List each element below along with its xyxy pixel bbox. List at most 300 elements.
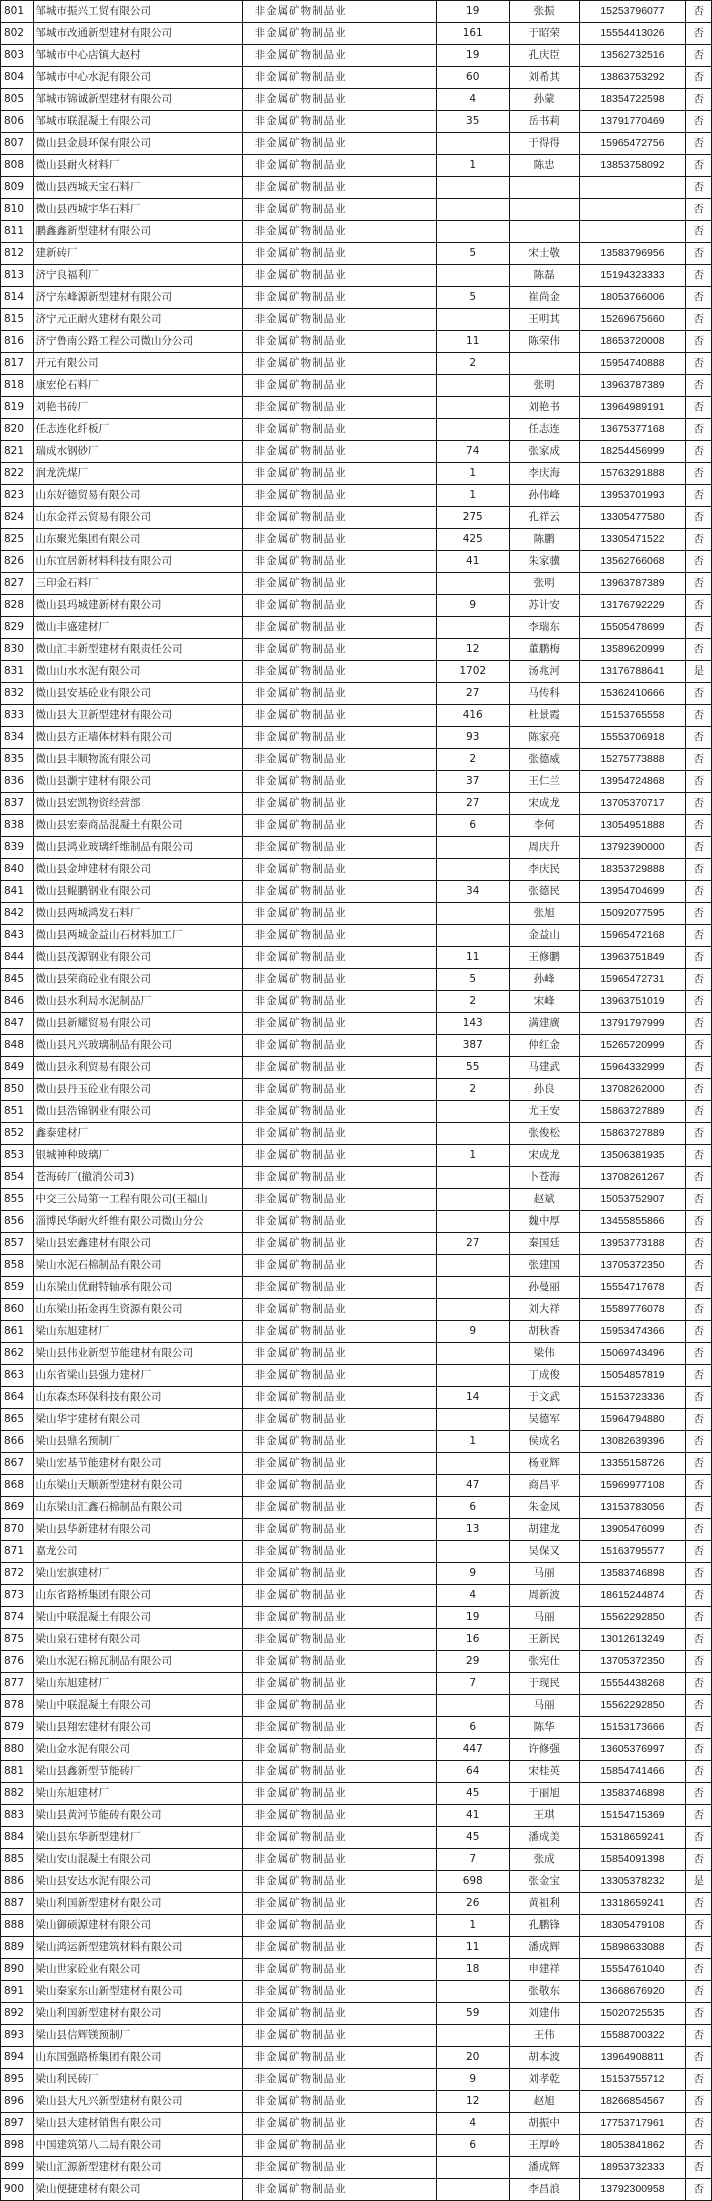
phone-number: 13954724868 [579, 771, 686, 793]
table-row [1, 551, 712, 573]
company-name: 梁山县安达水泥有限公司 [33, 1871, 242, 1893]
row-number: 821 [1, 441, 34, 463]
key-flag: 否 [686, 1541, 712, 1563]
contact-person: 尤王安 [509, 1101, 579, 1123]
key-flag: 否 [686, 2157, 712, 2179]
table-row [1, 243, 712, 265]
industry: 非金属矿物制品业 [242, 1321, 436, 1343]
company-name: 梁山县华新建材有限公司 [33, 1519, 242, 1541]
industry: 非金属矿物制品业 [242, 1651, 436, 1673]
row-number: 833 [1, 705, 34, 727]
phone-number: 15269675660 [579, 309, 686, 331]
phone-number: 13305471522 [579, 529, 686, 551]
table-row [1, 507, 712, 529]
row-number: 845 [1, 969, 34, 991]
industry: 非金属矿物制品业 [242, 1, 436, 23]
quantity [436, 925, 509, 947]
quantity: 161 [436, 23, 509, 45]
row-number: 889 [1, 1937, 34, 1959]
company-name: 中交三公局第一工程有限公司(王福山 [33, 1189, 242, 1211]
industry: 非金属矿物制品业 [242, 1013, 436, 1035]
contact-person: 王琪 [509, 1805, 579, 1827]
phone-number: 13905476099 [579, 1519, 686, 1541]
contact-person: 张宪仕 [509, 1651, 579, 1673]
quantity [436, 1211, 509, 1233]
contact-person: 胡振中 [509, 2113, 579, 2135]
key-flag: 是 [686, 1871, 712, 1893]
phone-number: 15898633088 [579, 1937, 686, 1959]
table-row [1, 705, 712, 727]
contact-person: 朱家骥 [509, 551, 579, 573]
quantity: 1 [436, 155, 509, 177]
company-name: 梁山县东华新型建材厂 [33, 1827, 242, 1849]
company-name: 刘艳书砖厂 [33, 397, 242, 419]
row-number: 808 [1, 155, 34, 177]
key-flag: 否 [686, 551, 712, 573]
contact-person: 孙曼丽 [509, 1277, 579, 1299]
table-row [1, 221, 712, 243]
company-name: 润龙洗煤厂 [33, 463, 242, 485]
industry: 非金属矿物制品业 [242, 67, 436, 89]
contact-person: 周新波 [509, 1585, 579, 1607]
company-name: 嘉龙公司 [33, 1541, 242, 1563]
row-number: 897 [1, 2113, 34, 2135]
industry: 非金属矿物制品业 [242, 1211, 436, 1233]
phone-number: 18953732333 [579, 2157, 686, 2179]
phone-number: 15054857819 [579, 1365, 686, 1387]
contact-person: 满建廣 [509, 1013, 579, 1035]
table-row [1, 2179, 712, 2201]
contact-person: 刘建伟 [509, 2003, 579, 2025]
contact-person: 孙蒙 [509, 89, 579, 111]
key-flag: 否 [686, 1827, 712, 1849]
company-name: 微山县两城鸿发石料厂 [33, 903, 242, 925]
industry: 非金属矿物制品业 [242, 617, 436, 639]
phone-number: 13954704699 [579, 881, 686, 903]
row-number: 891 [1, 1981, 34, 2003]
contact-person: 董鹏梅 [509, 639, 579, 661]
quantity: 143 [436, 1013, 509, 1035]
table-row [1, 1673, 712, 1695]
row-number: 810 [1, 199, 34, 221]
quantity [436, 1277, 509, 1299]
phone-number: 18254456999 [579, 441, 686, 463]
table-row [1, 969, 712, 991]
contact-person: 于昭荣 [509, 23, 579, 45]
table-row [1, 419, 712, 441]
row-number: 854 [1, 1167, 34, 1189]
contact-person: 胡秋香 [509, 1321, 579, 1343]
key-flag: 否 [686, 749, 712, 771]
industry: 非金属矿物制品业 [242, 925, 436, 947]
table-row [1, 1871, 712, 1893]
company-name: 梁山县鑫新型节能砖厂 [33, 1761, 242, 1783]
company-name: 任志连化纤板厂 [33, 419, 242, 441]
table-row [1, 1585, 712, 1607]
key-flag: 否 [686, 331, 712, 353]
key-flag: 否 [686, 815, 712, 837]
key-flag: 否 [686, 837, 712, 859]
table-row [1, 441, 712, 463]
phone-number: 13953773188 [579, 1233, 686, 1255]
quantity: 20 [436, 2047, 509, 2069]
phone-number: 15153755712 [579, 2069, 686, 2091]
table-row [1, 23, 712, 45]
company-name: 微山县宏泰商品混凝土有限公司 [33, 815, 242, 837]
key-flag: 否 [686, 397, 712, 419]
quantity: 41 [436, 551, 509, 573]
industry: 非金属矿物制品业 [242, 1761, 436, 1783]
company-name: 山东省路桥集团有限公司 [33, 1585, 242, 1607]
industry: 非金属矿物制品业 [242, 727, 436, 749]
contact-person: 王新民 [509, 1629, 579, 1651]
contact-person [509, 353, 579, 375]
company-name: 山东宜居新材料科技有限公司 [33, 551, 242, 573]
phone-number: 13583746898 [579, 1783, 686, 1805]
table-row [1, 881, 712, 903]
row-number: 867 [1, 1453, 34, 1475]
company-name: 济宁良福利厂 [33, 265, 242, 287]
phone-number: 13506381935 [579, 1145, 686, 1167]
row-number: 885 [1, 1849, 34, 1871]
phone-number: 13708262000 [579, 1079, 686, 1101]
company-name: 山东国强路桥集团有限公司 [33, 2047, 242, 2069]
phone-number: 13583746898 [579, 1563, 686, 1585]
row-number: 843 [1, 925, 34, 947]
quantity [436, 2179, 509, 2201]
row-number: 822 [1, 463, 34, 485]
table-row [1, 89, 712, 111]
company-name: 康宏伦石料厂 [33, 375, 242, 397]
company-name: 梁山东旭建材厂 [33, 1783, 242, 1805]
phone-number: 15253796077 [579, 1, 686, 23]
industry: 非金属矿物制品业 [242, 705, 436, 727]
row-number: 816 [1, 331, 34, 353]
row-number: 832 [1, 683, 34, 705]
row-number: 866 [1, 1431, 34, 1453]
key-flag: 否 [686, 1409, 712, 1431]
contact-person: 孙良 [509, 1079, 579, 1101]
contact-person: 马丽 [509, 1695, 579, 1717]
industry: 非金属矿物制品业 [242, 1739, 436, 1761]
key-flag: 否 [686, 1959, 712, 1981]
quantity: 11 [436, 947, 509, 969]
quantity: 64 [436, 1761, 509, 1783]
key-flag: 否 [686, 1233, 712, 1255]
phone-number: 13153783056 [579, 1497, 686, 1519]
row-number: 852 [1, 1123, 34, 1145]
company-name: 山东聚光集团有限公司 [33, 529, 242, 551]
key-flag: 否 [686, 45, 712, 67]
row-number: 827 [1, 573, 34, 595]
contact-person: 胡本波 [509, 2047, 579, 2069]
key-flag: 否 [686, 1211, 712, 1233]
key-flag: 否 [686, 1739, 712, 1761]
contact-person: 张振 [509, 1, 579, 23]
company-name: 苍海砖厂(撤消公司3) [33, 1167, 242, 1189]
company-name: 微山县凡兴玻璃制品有限公司 [33, 1035, 242, 1057]
table-row [1, 1343, 712, 1365]
key-flag: 否 [686, 265, 712, 287]
key-flag: 否 [686, 2179, 712, 2201]
contact-person: 吴德军 [509, 1409, 579, 1431]
row-number: 890 [1, 1959, 34, 1981]
company-name: 微山县茂源钢业有限公司 [33, 947, 242, 969]
company-name: 梁山利国新型建材有限公司 [33, 2003, 242, 2025]
key-flag: 否 [686, 793, 712, 815]
key-flag: 否 [686, 177, 712, 199]
row-number: 898 [1, 2135, 34, 2157]
table-row [1, 331, 712, 353]
row-number: 820 [1, 419, 34, 441]
quantity: 26 [436, 1893, 509, 1915]
quantity [436, 1123, 509, 1145]
row-number: 815 [1, 309, 34, 331]
table-row [1, 1453, 712, 1475]
key-flag: 否 [686, 1519, 712, 1541]
contact-person: 刘希其 [509, 67, 579, 89]
quantity: 387 [436, 1035, 509, 1057]
quantity: 60 [436, 67, 509, 89]
company-name: 邹城市中心水泥有限公司 [33, 67, 242, 89]
industry: 非金属矿物制品业 [242, 683, 436, 705]
key-flag: 否 [686, 199, 712, 221]
company-name: 中国建筑第八二局有限公司 [33, 2135, 242, 2157]
table-row [1, 1211, 712, 1233]
contact-person: 孔祥云 [509, 507, 579, 529]
company-name: 微山县宏凯物资经营部 [33, 793, 242, 815]
company-name: 梁山县伟业新型节能建材有限公司 [33, 1343, 242, 1365]
phone-number: 15965472731 [579, 969, 686, 991]
quantity [436, 903, 509, 925]
contact-person [509, 199, 579, 221]
row-number: 865 [1, 1409, 34, 1431]
company-name: 梁山世家砼业有限公司 [33, 1959, 242, 1981]
industry: 非金属矿物制品业 [242, 419, 436, 441]
table-row [1, 1255, 712, 1277]
contact-person: 于文武 [509, 1387, 579, 1409]
row-number: 851 [1, 1101, 34, 1123]
table-row [1, 617, 712, 639]
phone-number: 17753717961 [579, 2113, 686, 2135]
table-row [1, 2113, 712, 2135]
phone-number: 15194323333 [579, 265, 686, 287]
key-flag: 否 [686, 67, 712, 89]
contact-person: 崔尚金 [509, 287, 579, 309]
company-name: 梁山宏基节能建材有限公司 [33, 1453, 242, 1475]
row-number: 884 [1, 1827, 34, 1849]
industry: 非金属矿物制品业 [242, 2113, 436, 2135]
quantity [436, 1695, 509, 1717]
row-number: 802 [1, 23, 34, 45]
row-number: 868 [1, 1475, 34, 1497]
industry: 非金属矿物制品业 [242, 1959, 436, 1981]
industry: 非金属矿物制品业 [242, 1123, 436, 1145]
contact-person: 陈华 [509, 1717, 579, 1739]
company-name: 梁山中联混凝土有限公司 [33, 1607, 242, 1629]
row-number: 876 [1, 1651, 34, 1673]
company-name: 梁山县宏鑫建材有限公司 [33, 1233, 242, 1255]
company-name: 微山县金坤建材有限公司 [33, 859, 242, 881]
table-row [1, 45, 712, 67]
company-name: 梁山县黄河节能砖有限公司 [33, 1805, 242, 1827]
quantity: 19 [436, 45, 509, 67]
table-row [1, 1123, 712, 1145]
industry: 非金属矿物制品业 [242, 1299, 436, 1321]
phone-number: 13963787389 [579, 375, 686, 397]
company-name: 济宁元正耐火建材有限公司 [33, 309, 242, 331]
key-flag: 否 [686, 1673, 712, 1695]
company-name: 邹城市振兴工贸有限公司 [33, 1, 242, 23]
row-number: 807 [1, 133, 34, 155]
row-number: 863 [1, 1365, 34, 1387]
key-flag: 否 [686, 1629, 712, 1651]
row-number: 887 [1, 1893, 34, 1915]
company-name: 梁山利民砖厂 [33, 2069, 242, 2091]
phone-number: 13455855866 [579, 1211, 686, 1233]
key-flag: 否 [686, 1695, 712, 1717]
contact-person: 宋士敬 [509, 243, 579, 265]
industry: 非金属矿物制品业 [242, 903, 436, 925]
table-row [1, 1365, 712, 1387]
industry: 非金属矿物制品业 [242, 2157, 436, 2179]
company-name: 邹城市改通新型建材有限公司 [33, 23, 242, 45]
key-flag: 否 [686, 1343, 712, 1365]
phone-number: 13583796956 [579, 243, 686, 265]
quantity [436, 1409, 509, 1431]
row-number: 813 [1, 265, 34, 287]
quantity: 4 [436, 2113, 509, 2135]
table-row [1, 1629, 712, 1651]
key-flag: 否 [686, 1365, 712, 1387]
table-row [1, 1, 712, 23]
contact-person: 王厚岭 [509, 2135, 579, 2157]
phone-number [579, 221, 686, 243]
company-name: 梁山秦家东山新型建材有限公司 [33, 1981, 242, 2003]
contact-person: 潘成辉 [509, 2157, 579, 2179]
table-row [1, 177, 712, 199]
phone-number: 18615244874 [579, 1585, 686, 1607]
key-flag: 否 [686, 1, 712, 23]
quantity [436, 177, 509, 199]
industry: 非金属矿物制品业 [242, 1937, 436, 1959]
key-flag: 否 [686, 1915, 712, 1937]
row-number: 892 [1, 2003, 34, 2025]
quantity: 34 [436, 881, 509, 903]
table-row [1, 287, 712, 309]
industry: 非金属矿物制品业 [242, 595, 436, 617]
company-name: 银城神种玻璃厂 [33, 1145, 242, 1167]
key-flag: 否 [686, 155, 712, 177]
table-row [1, 1541, 712, 1563]
key-flag: 否 [686, 1805, 712, 1827]
phone-number: 13791770469 [579, 111, 686, 133]
row-number: 899 [1, 2157, 34, 2179]
row-number: 879 [1, 1717, 34, 1739]
industry: 非金属矿物制品业 [242, 859, 436, 881]
company-name: 邹城市锦诚新型建材有限公司 [33, 89, 242, 111]
key-flag: 否 [686, 1189, 712, 1211]
contact-person: 宋成龙 [509, 793, 579, 815]
company-name: 梁山华宇建材有限公司 [33, 1409, 242, 1431]
industry: 非金属矿物制品业 [242, 243, 436, 265]
key-flag: 否 [686, 353, 712, 375]
company-name: 梁山便捷建材有限公司 [33, 2179, 242, 2201]
table-row [1, 1497, 712, 1519]
row-number: 836 [1, 771, 34, 793]
quantity [436, 1541, 509, 1563]
phone-number: 13176792229 [579, 595, 686, 617]
key-flag: 否 [686, 441, 712, 463]
contact-person: 侯成名 [509, 1431, 579, 1453]
phone-number: 15554438268 [579, 1673, 686, 1695]
phone-number: 15554413026 [579, 23, 686, 45]
phone-number [579, 177, 686, 199]
key-flag: 否 [686, 1475, 712, 1497]
key-flag: 否 [686, 2113, 712, 2135]
company-name: 梁山县鼎名预制厂 [33, 1431, 242, 1453]
industry: 非金属矿物制品业 [242, 991, 436, 1013]
company-name: 微山县金晨环保有限公司 [33, 133, 242, 155]
table-row [1, 1827, 712, 1849]
key-flag: 否 [686, 287, 712, 309]
contact-person: 胡建龙 [509, 1519, 579, 1541]
phone-number: 13318659241 [579, 1893, 686, 1915]
quantity [436, 375, 509, 397]
table-row [1, 815, 712, 837]
row-number: 888 [1, 1915, 34, 1937]
industry: 非金属矿物制品业 [242, 155, 436, 177]
contact-person: 孔鹏锋 [509, 1915, 579, 1937]
contact-person: 孙峰 [509, 969, 579, 991]
key-flag: 否 [686, 243, 712, 265]
row-number: 828 [1, 595, 34, 617]
phone-number: 15153723336 [579, 1387, 686, 1409]
contact-person: 马建武 [509, 1057, 579, 1079]
row-number: 859 [1, 1277, 34, 1299]
contact-person: 张金宝 [509, 1871, 579, 1893]
key-flag: 否 [686, 1717, 712, 1739]
table-row [1, 1145, 712, 1167]
table-row [1, 1519, 712, 1541]
table-row [1, 903, 712, 925]
table-row [1, 1563, 712, 1585]
contact-person: 马丽 [509, 1563, 579, 1585]
contact-person [509, 177, 579, 199]
contact-person: 孔庆臣 [509, 45, 579, 67]
key-flag: 否 [686, 419, 712, 441]
contact-person: 李何 [509, 815, 579, 837]
table-row [1, 1035, 712, 1057]
key-flag: 否 [686, 947, 712, 969]
row-number: 803 [1, 45, 34, 67]
contact-person: 宋成龙 [509, 1145, 579, 1167]
industry: 非金属矿物制品业 [242, 1717, 436, 1739]
row-number: 801 [1, 1, 34, 23]
contact-person: 仲红金 [509, 1035, 579, 1057]
phone-number: 18053841862 [579, 2135, 686, 2157]
row-number: 846 [1, 991, 34, 1013]
phone-number: 13562732516 [579, 45, 686, 67]
contact-person: 王仁兰 [509, 771, 579, 793]
contact-person: 苏计安 [509, 595, 579, 617]
table-row [1, 529, 712, 551]
contact-person: 马丽 [509, 1607, 579, 1629]
phone-number: 15854091398 [579, 1849, 686, 1871]
key-flag: 否 [686, 969, 712, 991]
key-flag: 否 [686, 2135, 712, 2157]
phone-number: 15053752907 [579, 1189, 686, 1211]
